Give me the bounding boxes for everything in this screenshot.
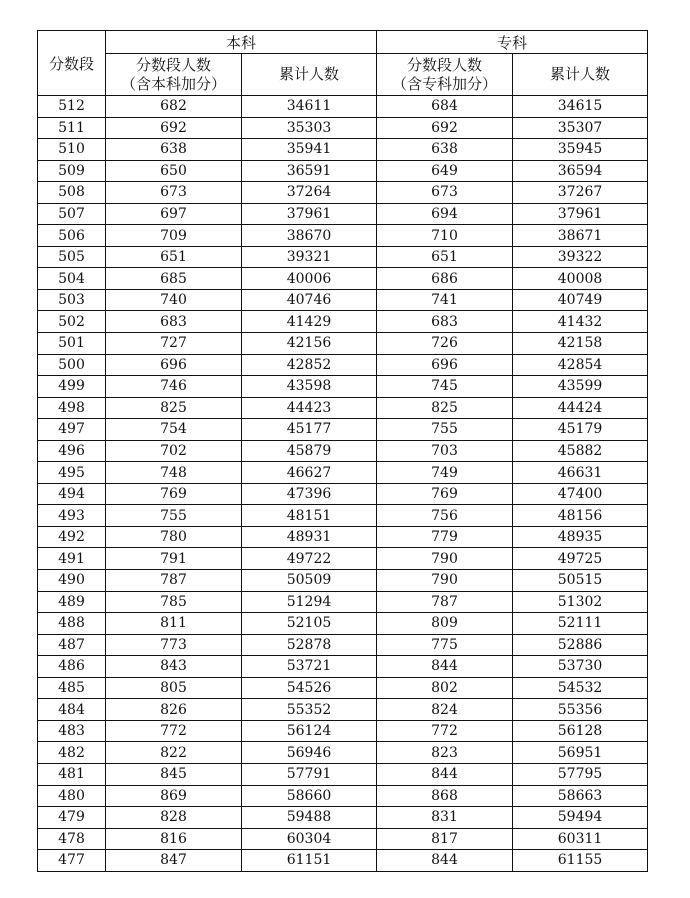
zhuanke-cumulative-cell: 42158 xyxy=(513,333,648,355)
benke-segment-count-cell: 697 xyxy=(106,203,242,225)
table-row xyxy=(38,656,648,678)
table-row xyxy=(38,570,648,592)
score-cell: 488 xyxy=(38,613,106,635)
table-row xyxy=(38,182,648,204)
benke-cumulative-cell: 40746 xyxy=(242,289,377,311)
benke-segment-count-cell: 826 xyxy=(106,699,242,721)
benke-cumulative-cell: 51294 xyxy=(242,591,377,613)
zhuanke-cumulative-cell: 61155 xyxy=(513,850,648,872)
score-cell: 508 xyxy=(38,182,106,204)
zhuanke-segment-count-cell: 844 xyxy=(377,763,513,785)
benke-segment-count-cell: 727 xyxy=(106,333,242,355)
zhuanke-cumulative-cell: 49725 xyxy=(513,548,648,570)
score-cell: 501 xyxy=(38,333,106,355)
benke-segment-count-cell: 843 xyxy=(106,656,242,678)
table-row xyxy=(38,246,648,268)
benke-segment-count-cell: 816 xyxy=(106,828,242,850)
score-cell: 500 xyxy=(38,354,106,376)
score-cell: 496 xyxy=(38,440,106,462)
benke-cumulative-cell: 60304 xyxy=(242,828,377,850)
zhuanke-segment-count-header-line1: 分数段人数 xyxy=(407,55,483,74)
table-row xyxy=(38,203,648,225)
zhuanke-segment-count-cell: 694 xyxy=(377,203,513,225)
zhuanke-segment-count-cell: 802 xyxy=(377,677,513,699)
table-row xyxy=(38,462,648,484)
zhuanke-cumulative-cell: 39322 xyxy=(513,246,648,268)
zhuanke-cumulative-cell: 58663 xyxy=(513,785,648,807)
benke-segment-count-cell: 696 xyxy=(106,354,242,376)
zhuanke-segment-count-cell: 684 xyxy=(377,96,513,118)
benke-cumulative-cell: 55352 xyxy=(242,699,377,721)
benke-cumulative-cell: 35941 xyxy=(242,139,377,161)
zhuanke-segment-count-cell: 686 xyxy=(377,268,513,290)
table-row xyxy=(38,225,648,247)
score-cell: 507 xyxy=(38,203,106,225)
table-row xyxy=(38,699,648,721)
score-segment-header: 分数段 xyxy=(38,31,106,96)
benke-segment-count-cell: 754 xyxy=(106,419,242,441)
zhuanke-segment-count-cell: 703 xyxy=(377,440,513,462)
benke-segment-count-cell: 811 xyxy=(106,613,242,635)
benke-segment-count-header xyxy=(106,54,242,96)
score-cell: 484 xyxy=(38,699,106,721)
benke-cumulative-cell: 56124 xyxy=(242,720,377,742)
score-cell: 498 xyxy=(38,397,106,419)
score-cell: 499 xyxy=(38,376,106,398)
benke-segment-count-cell: 651 xyxy=(106,246,242,268)
zhuanke-segment-count-cell: 787 xyxy=(377,591,513,613)
header-row-columns xyxy=(38,54,648,96)
zhuanke-segment-count-cell: 790 xyxy=(377,548,513,570)
zhuanke-group-header: 专科 xyxy=(377,31,648,54)
score-cell: 487 xyxy=(38,634,106,656)
zhuanke-segment-count-cell: 844 xyxy=(377,850,513,872)
benke-segment-count-cell: 791 xyxy=(106,548,242,570)
benke-cumulative-cell: 61151 xyxy=(242,850,377,872)
benke-cumulative-cell: 35303 xyxy=(242,117,377,139)
zhuanke-cumulative-cell: 38671 xyxy=(513,225,648,247)
score-cell: 503 xyxy=(38,289,106,311)
zhuanke-cumulative-cell: 35945 xyxy=(513,139,648,161)
benke-cumulative-cell: 59488 xyxy=(242,807,377,829)
zhuanke-cumulative-cell: 48156 xyxy=(513,505,648,527)
benke-segment-count-cell: 673 xyxy=(106,182,242,204)
table-row xyxy=(38,742,648,764)
table-row xyxy=(38,311,648,333)
zhuanke-cumulative-cell: 45179 xyxy=(513,419,648,441)
zhuanke-cumulative-cell: 37267 xyxy=(513,182,648,204)
benke-segment-count-cell: 683 xyxy=(106,311,242,333)
table-row xyxy=(38,160,648,182)
zhuanke-segment-count-cell: 638 xyxy=(377,139,513,161)
score-cell: 478 xyxy=(38,828,106,850)
benke-segment-count-cell: 740 xyxy=(106,289,242,311)
benke-cumulative-cell: 52878 xyxy=(242,634,377,656)
score-cell: 506 xyxy=(38,225,106,247)
table-row xyxy=(38,807,648,829)
score-cell: 479 xyxy=(38,807,106,829)
table-row xyxy=(38,720,648,742)
benke-cumulative-cell: 37264 xyxy=(242,182,377,204)
zhuanke-segment-count-cell: 824 xyxy=(377,699,513,721)
benke-segment-count-cell: 746 xyxy=(106,376,242,398)
table-row xyxy=(38,354,648,376)
zhuanke-segment-count-cell: 696 xyxy=(377,354,513,376)
zhuanke-cumulative-cell: 53730 xyxy=(513,656,648,678)
table-row xyxy=(38,440,648,462)
zhuanke-cumulative-cell: 48935 xyxy=(513,526,648,548)
score-cell: 505 xyxy=(38,246,106,268)
table-row xyxy=(38,763,648,785)
zhuanke-cumulative-cell: 60311 xyxy=(513,828,648,850)
zhuanke-cumulative-cell: 43599 xyxy=(513,376,648,398)
benke-cumulative-cell: 52105 xyxy=(242,613,377,635)
zhuanke-segment-count-cell: 844 xyxy=(377,656,513,678)
zhuanke-cumulative-cell: 51302 xyxy=(513,591,648,613)
zhuanke-segment-count-cell: 790 xyxy=(377,570,513,592)
table-row xyxy=(38,419,648,441)
zhuanke-segment-count-cell: 868 xyxy=(377,785,513,807)
benke-cumulative-cell: 53721 xyxy=(242,656,377,678)
table-row xyxy=(38,96,648,118)
zhuanke-segment-count-cell: 756 xyxy=(377,505,513,527)
zhuanke-segment-count-cell: 772 xyxy=(377,720,513,742)
zhuanke-segment-count-cell: 710 xyxy=(377,225,513,247)
benke-segment-count-cell: 692 xyxy=(106,117,242,139)
benke-segment-count-cell: 682 xyxy=(106,96,242,118)
benke-cumulative-cell: 40006 xyxy=(242,268,377,290)
zhuanke-cumulative-cell: 35307 xyxy=(513,117,648,139)
table-row xyxy=(38,139,648,161)
table-row xyxy=(38,634,648,656)
benke-segment-count-cell: 787 xyxy=(106,570,242,592)
zhuanke-cumulative-cell: 37961 xyxy=(513,203,648,225)
benke-segment-count-cell: 748 xyxy=(106,462,242,484)
score-cell: 504 xyxy=(38,268,106,290)
benke-cumulative-cell: 36591 xyxy=(242,160,377,182)
zhuanke-segment-count-cell: 651 xyxy=(377,246,513,268)
score-cell: 477 xyxy=(38,850,106,872)
zhuanke-segment-count-cell: 683 xyxy=(377,311,513,333)
benke-cumulative-cell: 43598 xyxy=(242,376,377,398)
table-row xyxy=(38,785,648,807)
benke-cumulative-cell: 57791 xyxy=(242,763,377,785)
benke-cumulative-cell: 38670 xyxy=(242,225,377,247)
zhuanke-cumulative-cell: 36594 xyxy=(513,160,648,182)
score-cell: 512 xyxy=(38,96,106,118)
score-cell: 486 xyxy=(38,656,106,678)
zhuanke-segment-count-cell: 775 xyxy=(377,634,513,656)
benke-cumulative-cell: 44423 xyxy=(242,397,377,419)
zhuanke-cumulative-cell: 47400 xyxy=(513,483,648,505)
benke-segment-count-cell: 755 xyxy=(106,505,242,527)
benke-cumulative-cell: 42852 xyxy=(242,354,377,376)
benke-segment-count-cell: 785 xyxy=(106,591,242,613)
score-cell: 485 xyxy=(38,677,106,699)
benke-cumulative-cell: 41429 xyxy=(242,311,377,333)
header-row-group xyxy=(38,31,648,54)
benke-cumulative-cell: 48931 xyxy=(242,526,377,548)
table-row xyxy=(38,677,648,699)
benke-cumulative-cell: 48151 xyxy=(242,505,377,527)
table-row xyxy=(38,333,648,355)
table-row xyxy=(38,526,648,548)
benke-segment-count-cell: 769 xyxy=(106,483,242,505)
score-cell: 490 xyxy=(38,570,106,592)
score-cell: 511 xyxy=(38,117,106,139)
zhuanke-cumulative-header: 累计人数 xyxy=(513,54,648,96)
zhuanke-cumulative-cell: 40749 xyxy=(513,289,648,311)
benke-segment-count-cell: 825 xyxy=(106,397,242,419)
zhuanke-segment-count-cell: 649 xyxy=(377,160,513,182)
zhuanke-cumulative-cell: 46631 xyxy=(513,462,648,484)
benke-cumulative-cell: 50509 xyxy=(242,570,377,592)
zhuanke-segment-count-cell: 823 xyxy=(377,742,513,764)
score-cell: 480 xyxy=(38,785,106,807)
table-row xyxy=(38,397,648,419)
benke-cumulative-cell: 39321 xyxy=(242,246,377,268)
zhuanke-segment-count-cell: 726 xyxy=(377,333,513,355)
benke-segment-count-cell: 828 xyxy=(106,807,242,829)
benke-segment-count-cell: 847 xyxy=(106,850,242,872)
table-row xyxy=(38,117,648,139)
benke-cumulative-cell: 42156 xyxy=(242,333,377,355)
zhuanke-segment-count-cell: 749 xyxy=(377,462,513,484)
zhuanke-cumulative-cell: 34615 xyxy=(513,96,648,118)
benke-cumulative-cell: 37961 xyxy=(242,203,377,225)
zhuanke-cumulative-cell: 56951 xyxy=(513,742,648,764)
benke-group-header: 本科 xyxy=(106,31,377,54)
score-cell: 489 xyxy=(38,591,106,613)
benke-cumulative-cell: 47396 xyxy=(242,483,377,505)
zhuanke-segment-count-cell: 741 xyxy=(377,289,513,311)
score-cell: 509 xyxy=(38,160,106,182)
benke-segment-count-cell: 773 xyxy=(106,634,242,656)
table-row xyxy=(38,613,648,635)
benke-cumulative-cell: 45177 xyxy=(242,419,377,441)
zhuanke-segment-count-header xyxy=(377,54,513,96)
score-distribution-table xyxy=(37,30,648,872)
table-body xyxy=(38,96,648,872)
score-cell: 481 xyxy=(38,763,106,785)
table-row xyxy=(38,268,648,290)
zhuanke-cumulative-cell: 44424 xyxy=(513,397,648,419)
benke-cumulative-cell: 45879 xyxy=(242,440,377,462)
benke-segment-count-header-line2: （含本科加分） xyxy=(120,74,226,93)
zhuanke-segment-count-cell: 825 xyxy=(377,397,513,419)
zhuanke-segment-count-cell: 817 xyxy=(377,828,513,850)
zhuanke-cumulative-cell: 41432 xyxy=(513,311,648,333)
benke-segment-count-cell: 845 xyxy=(106,763,242,785)
table-row xyxy=(38,483,648,505)
zhuanke-cumulative-cell: 40008 xyxy=(513,268,648,290)
benke-segment-count-header-line1: 分数段人数 xyxy=(135,55,211,74)
zhuanke-cumulative-cell: 55356 xyxy=(513,699,648,721)
zhuanke-segment-count-header-line2: （含专科加分） xyxy=(392,74,498,93)
benke-cumulative-cell: 54526 xyxy=(242,677,377,699)
benke-cumulative-cell: 56946 xyxy=(242,742,377,764)
score-cell: 493 xyxy=(38,505,106,527)
benke-segment-count-cell: 650 xyxy=(106,160,242,182)
benke-segment-count-cell: 772 xyxy=(106,720,242,742)
zhuanke-segment-count-cell: 692 xyxy=(377,117,513,139)
table-row xyxy=(38,289,648,311)
benke-cumulative-cell: 49722 xyxy=(242,548,377,570)
score-cell: 492 xyxy=(38,526,106,548)
score-cell: 510 xyxy=(38,139,106,161)
benke-segment-count-cell: 709 xyxy=(106,225,242,247)
benke-segment-count-cell: 822 xyxy=(106,742,242,764)
benke-segment-count-cell: 638 xyxy=(106,139,242,161)
benke-cumulative-cell: 46627 xyxy=(242,462,377,484)
zhuanke-segment-count-cell: 769 xyxy=(377,483,513,505)
zhuanke-segment-count-cell: 755 xyxy=(377,419,513,441)
score-cell: 482 xyxy=(38,742,106,764)
zhuanke-segment-count-cell: 745 xyxy=(377,376,513,398)
benke-segment-count-cell: 685 xyxy=(106,268,242,290)
zhuanke-cumulative-cell: 54532 xyxy=(513,677,648,699)
benke-segment-count-cell: 805 xyxy=(106,677,242,699)
zhuanke-segment-count-cell: 779 xyxy=(377,526,513,548)
zhuanke-cumulative-cell: 59494 xyxy=(513,807,648,829)
score-cell: 491 xyxy=(38,548,106,570)
benke-segment-count-cell: 869 xyxy=(106,785,242,807)
table-row xyxy=(38,591,648,613)
table-row xyxy=(38,376,648,398)
zhuanke-cumulative-cell: 42854 xyxy=(513,354,648,376)
zhuanke-cumulative-cell: 52111 xyxy=(513,613,648,635)
table-row xyxy=(38,505,648,527)
zhuanke-cumulative-cell: 45882 xyxy=(513,440,648,462)
zhuanke-segment-count-cell: 809 xyxy=(377,613,513,635)
benke-segment-count-cell: 780 xyxy=(106,526,242,548)
score-cell: 497 xyxy=(38,419,106,441)
zhuanke-cumulative-cell: 56128 xyxy=(513,720,648,742)
zhuanke-segment-count-cell: 831 xyxy=(377,807,513,829)
benke-segment-count-cell: 702 xyxy=(106,440,242,462)
zhuanke-segment-count-cell: 673 xyxy=(377,182,513,204)
score-cell: 494 xyxy=(38,483,106,505)
score-cell: 495 xyxy=(38,462,106,484)
score-cell: 502 xyxy=(38,311,106,333)
zhuanke-cumulative-cell: 52886 xyxy=(513,634,648,656)
table-row xyxy=(38,828,648,850)
zhuanke-cumulative-cell: 57795 xyxy=(513,763,648,785)
table-row xyxy=(38,850,648,872)
benke-cumulative-cell: 58660 xyxy=(242,785,377,807)
zhuanke-cumulative-cell: 50515 xyxy=(513,570,648,592)
benke-cumulative-header: 累计人数 xyxy=(242,54,377,96)
table-row xyxy=(38,548,648,570)
score-cell: 483 xyxy=(38,720,106,742)
benke-cumulative-cell: 34611 xyxy=(242,96,377,118)
